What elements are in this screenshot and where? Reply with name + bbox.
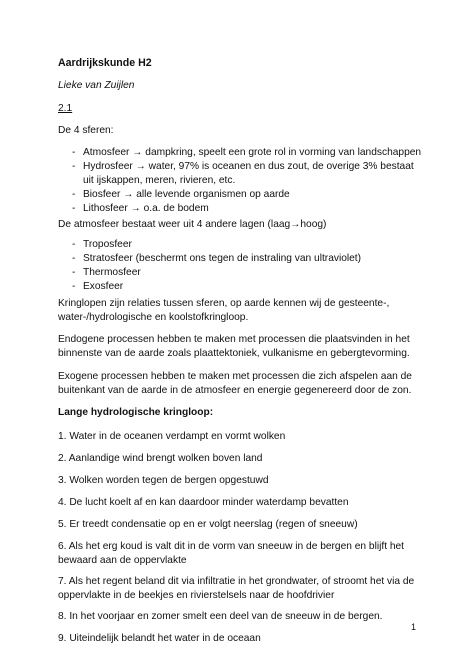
cycle-heading: Lange hydrologische kringloop:: [58, 407, 214, 418]
atmosphere-intro: De atmosfeer bestaat weer uit 4 andere lagen (laag→hoog): [58, 219, 327, 230]
cycle-step: 1. Water in de oceanen verdampt en vormt wolken: [58, 431, 286, 442]
cycle-step: 5. Er treedt condensatie op en er volgt neerslag (regen of sneeuw): [58, 519, 358, 530]
list-item: - Stratosfeer (beschermt ons tegen de instraling van ultraviolet): [58, 252, 422, 266]
cycle-step: 6. Als het erg koud is valt dit in de vorm van sneeuw in de bergen en blijft het bewaard aan de oppervlakte: [58, 541, 405, 566]
layers-list: [58, 238, 422, 294]
list-item: - Thermosfeer: [58, 266, 422, 280]
list-item: - Lithosfeer → o.a. de bodem: [58, 202, 422, 216]
cycle-step: 8. In het voorjaar en zomer smelt een deel van de sneeuw in de bergen.: [58, 611, 383, 622]
cycle-step: 2. Aanlandige wind brengt wolken boven land: [58, 453, 263, 464]
cycle-step: 3. Wolken worden tegen de bergen opgestuwd: [58, 475, 269, 486]
spheres-intro: De 4 sferen:: [58, 125, 114, 136]
section-number: 2.1: [58, 103, 73, 114]
list-item: - Exosfeer: [58, 280, 422, 294]
cycle-step: 4. De lucht koelt af en kan daardoor minder waterdamp bevatten: [58, 497, 349, 508]
cycle-step: 9. Uiteindelijk belandt het water in de oceaan: [58, 633, 261, 644]
paragraph-exogeen: Exogene processen hebben te maken met processen die zich afspelen aan de buitenkant van de aarde in de atmosfeer en energie gegenereerd door de zon.: [58, 371, 412, 396]
list-item: - Biosfeer → alle levende organismen op aarde: [58, 188, 422, 202]
list-item: - Troposfeer: [58, 238, 422, 252]
spheres-list: [58, 146, 422, 216]
page-number: 1: [410, 622, 416, 632]
document-author: Lieke van Zuijlen: [58, 80, 135, 91]
list-item: - Atmosfeer → dampkring, speelt een grote rol in vorming van landschappen: [58, 146, 422, 160]
list-item: - Hydrosfeer → water, 97% is oceanen en dus zout, de overige 3% bestaat uit ijskappen, meren, rivieren, etc.: [58, 160, 422, 188]
paragraph-endogeen: Endogene processen hebben te maken met processen die plaatsvinden in het binnenste van de aarde zoals plaattektoniek, vulkanisme en gebergtevorming.: [58, 334, 410, 359]
document-title: Aardrijkskunde H2: [58, 57, 152, 69]
cycle-step: 7. Als het regent beland dit via infiltratie in het grondwater, of stroomt het via de oppervlakte in de beekjes en rivierstelsels naar de hoofdrivier: [58, 576, 415, 601]
paragraph-kringlopen: Kringlopen zijn relaties tussen sferen, op aarde kennen wij de gesteente-, water-/hydrologische en koolstofkringloop.: [58, 298, 390, 323]
